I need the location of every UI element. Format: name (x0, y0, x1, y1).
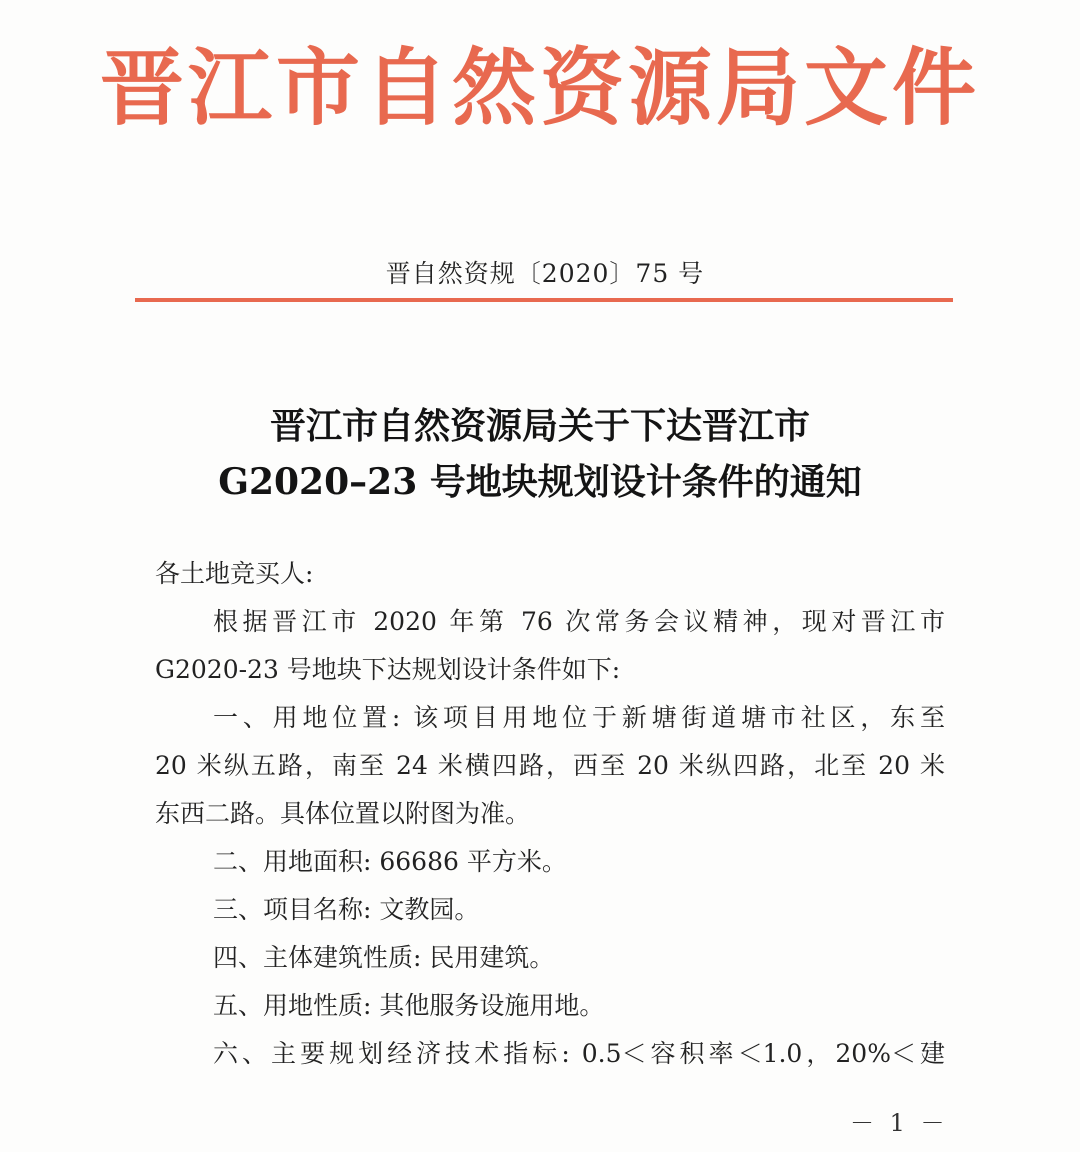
red-divider-line (135, 298, 953, 302)
masthead-title: 晋江市自然资源局文件 (99, 38, 980, 137)
body-line: 根据晋江市 2020 年第 76 次常务会议精神，现对晋江市 (213, 607, 945, 636)
document-number: 晋自然资规〔2020〕75 号 (385, 259, 705, 288)
title-line-2: G2020–23 号地块规划设计条件的通知 (218, 461, 862, 503)
body-line: 一、用地位置: 该项目用地位于新塘街道塘市社区，东至 (213, 703, 945, 732)
body-line: G2020-23 号地块下达规划设计条件如下: (155, 655, 621, 684)
body-line: 四、主体建筑性质: 民用建筑。 (213, 943, 555, 972)
body-line: 三、项目名称: 文教园。 (213, 895, 480, 924)
document-title (0, 398, 1080, 510)
body-line: 20 米纵五路，南至 24 米横四路，西至 20 米纵四路，北至 20 米 (155, 751, 945, 780)
body-line: 六、主要规划经济技术指标: 0.5＜容积率＜1.0，20%＜建 (213, 1039, 945, 1068)
title-line-1: 晋江市自然资源局关于下达晋江市 (269, 405, 810, 447)
salutation: 各土地竞买人: (155, 559, 314, 588)
document-body (155, 550, 945, 1078)
body-line: 东西二路。具体位置以附图为准。 (155, 799, 531, 828)
body-line: 二、用地面积: 66686 平方米。 (213, 847, 567, 876)
body-line: 五、用地性质: 其他服务设施用地。 (213, 991, 605, 1020)
page-number: － 1 － (850, 1109, 949, 1137)
